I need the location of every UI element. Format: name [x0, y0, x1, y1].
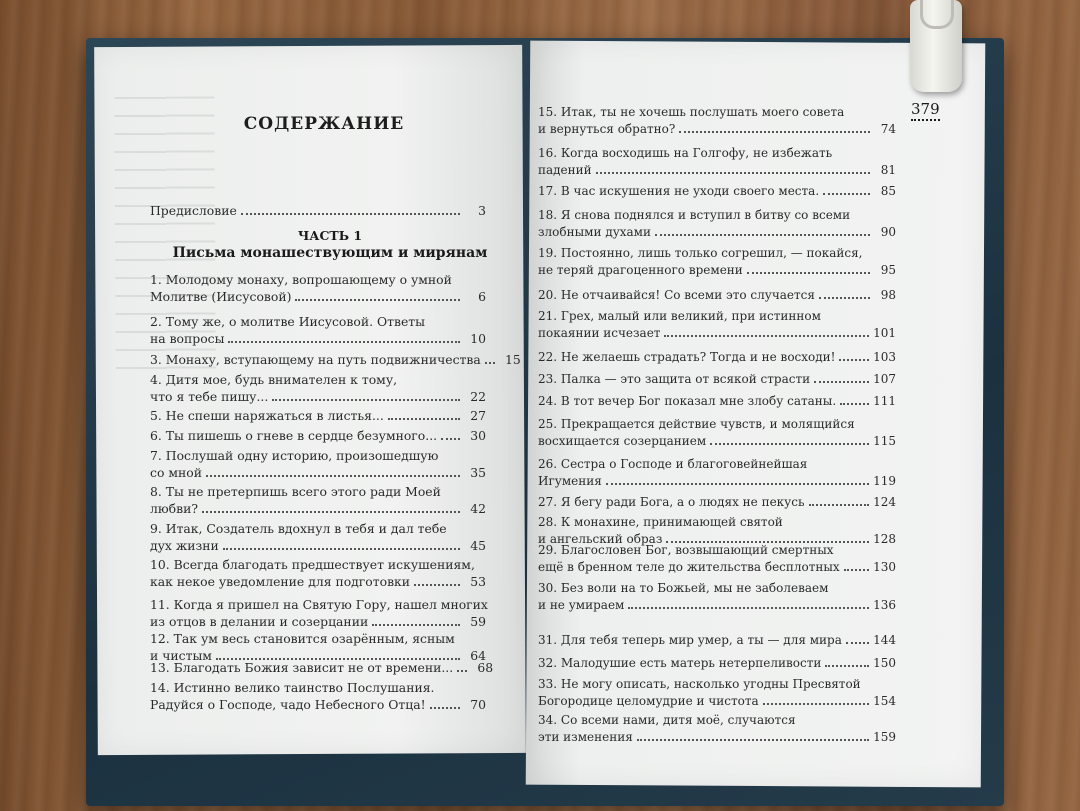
toc-page-number: 42 [470, 500, 486, 516]
toc-entry [538, 416, 896, 449]
toc-entry-line [150, 557, 486, 574]
toc-entry-text: 23. Палка — это защита от всякой страсти [538, 372, 811, 386]
toc-page-number: 95 [880, 262, 896, 277]
leader-dots [241, 213, 460, 215]
toc-entry [538, 287, 896, 304]
toc-page-number: 68 [477, 660, 494, 675]
leader-dots [844, 569, 869, 571]
page-number: 379 [911, 100, 940, 121]
toc-entry-text: 4. Дитя мое, будь внимателен к тому, [150, 372, 398, 387]
toc-page-number: 45 [470, 537, 486, 553]
toc-entry-line [150, 389, 486, 406]
toc-entry-line [150, 660, 494, 677]
leader-dots [206, 475, 460, 477]
leader-dots [414, 584, 460, 586]
toc-entry-text: восхищается созерцанием [538, 433, 707, 448]
part-title: Письма монашествующим и мирянам [172, 245, 488, 261]
leader-dots [457, 670, 467, 672]
toc-entry-text: 33. Не могу описать, насколько угодны Пресвятой [538, 677, 861, 691]
leader-dots [606, 483, 869, 485]
toc-entry-line [538, 121, 896, 138]
toc-entry-text: что я тебе пишу... [150, 388, 269, 404]
toc-entry [538, 676, 896, 709]
toc-entry-line [538, 245, 896, 262]
toc-entry-text: ещё в бренном теле до жительства бесплотных [538, 559, 840, 574]
toc-entry-line [150, 484, 486, 501]
toc-entry-text: 26. Сестра о Господе и благоговейнейшая [538, 457, 808, 471]
toc-entry-text: из отцов в делании и созерцании [150, 613, 369, 629]
toc-entry [538, 371, 896, 388]
toc-entry [150, 314, 486, 347]
toc-entry-line [150, 680, 486, 697]
toc-entry-line [538, 542, 896, 559]
toc-entry-line [538, 632, 896, 649]
leader-dots [814, 381, 869, 383]
toc-entry [150, 557, 486, 590]
toc-entry-text: Игумения [538, 473, 602, 488]
toc-entry-text: 28. К монахине, принимающей святой [538, 515, 783, 529]
toc-entry-text: дух жизни [150, 537, 219, 553]
toc-page-number: 70 [470, 696, 486, 712]
toc-entry-text: падений [538, 162, 592, 177]
toc-entry-text: Богородице целомудрие и чистота [538, 693, 759, 708]
toc-entry-line [150, 272, 486, 289]
toc-entry-line [538, 162, 896, 179]
toc-entry-line [538, 183, 896, 200]
toc-entry-text: 24. В тот вечер Бог показал мне злобу сатаны. [538, 394, 837, 408]
toc-entry [538, 207, 896, 240]
toc-entry-line [538, 416, 896, 433]
toc-entry-text: 27. Я бегу ради Бога, а о людях не пекусь [538, 495, 805, 509]
toc-page-number: 111 [873, 394, 896, 408]
toc-page-number: 150 [873, 656, 896, 670]
toc-entry [150, 203, 486, 220]
leader-dots [819, 297, 870, 299]
toc-entry-line [150, 631, 486, 648]
toc-entry-text: Радуйся о Господе, чадо Небесного Отца! [150, 696, 426, 712]
toc-entry-text: 16. Когда восходишь на Голгофу, не избежать [538, 146, 833, 160]
toc-page-number: 130 [873, 559, 896, 574]
toc-entry-text: 19. Постоянно, лишь только согрешил, — покайся, [538, 246, 863, 260]
toc-entry-text: как некое уведомление для подготовки [150, 573, 411, 589]
toc-entry-text: и ангельский образ [538, 531, 663, 546]
toc-entry-text: и вернуться обратно? [538, 121, 676, 136]
leader-dots [655, 234, 870, 236]
toc-page-number: 159 [873, 729, 896, 744]
toc-page-number: 128 [873, 531, 896, 546]
toc-entry [538, 456, 896, 489]
leader-dots [628, 607, 869, 609]
toc-entry-line [538, 597, 896, 614]
toc-entry-line [538, 207, 896, 224]
toc-entry-line [150, 697, 486, 714]
toc-entry-line [150, 372, 486, 389]
toc-entry-text: покаянии исчезает [538, 325, 661, 340]
leader-dots [710, 443, 869, 445]
toc-entry-line [538, 433, 896, 450]
toc-entry [538, 145, 896, 178]
toc-entry-line [150, 521, 486, 538]
leader-dots [372, 624, 460, 626]
toc-entry-text: 2. Тому же, о молитве Иисусовой. Ответы [150, 314, 425, 329]
leader-dots [441, 438, 460, 440]
toc-entry-text: на вопросы [150, 330, 225, 346]
leader-dots [825, 665, 869, 667]
toc-page-number: 81 [880, 162, 896, 177]
leader-dots [840, 403, 869, 405]
toc-entry-text: 17. В час искушения не уходи своего места. [538, 184, 820, 198]
toc-entry-text: 9. Итак, Создатель вдохнул в тебя и дал тебе [150, 521, 447, 536]
toc-entry-line [538, 655, 896, 672]
contents-title: СОДЕРЖАНИЕ [243, 114, 405, 134]
toc-page-number: 136 [873, 597, 896, 612]
toc-entry-line [538, 693, 896, 710]
toc-entry [538, 632, 896, 649]
toc-entry [150, 428, 486, 445]
leader-dots [846, 642, 869, 644]
toc-entry-text: Предисловие [150, 203, 237, 218]
toc-entry-line [150, 614, 486, 631]
toc-entry-text: 31. Для тебя теперь мир умер, а ты — для мира [538, 633, 842, 647]
toc-entry-text: 20. Не отчаивайся! Со всеми это случается [538, 288, 815, 302]
toc-entry-text: 12. Так ум весь становится озарённым, ясным [150, 631, 455, 646]
toc-entry-line [538, 456, 896, 473]
toc-entry-line [150, 428, 486, 445]
toc-entry-line [538, 308, 896, 325]
toc-entry [538, 580, 896, 613]
toc-entry-line [538, 349, 896, 366]
toc-page-number: 107 [873, 372, 896, 386]
toc-entry [150, 408, 486, 425]
toc-entry-text: 10. Всегда благодать предшествует искушениям, [150, 557, 475, 572]
toc-entry-line [538, 325, 896, 342]
toc-entry-line [538, 262, 896, 279]
toc-entry-line [150, 538, 486, 555]
toc-entry-line [538, 287, 896, 304]
toc-entry-text: 5. Не спеши наряжаться в листья... [150, 408, 384, 423]
toc-entry-text: 22. Не желаешь страдать? Тогда и не восходи! [538, 350, 836, 364]
toc-entry-text: и не умираем [538, 597, 625, 612]
toc-entry-text: 7. Послушай одну историю, произошедшую [150, 448, 439, 463]
toc-entry [538, 393, 896, 410]
toc-entry [538, 494, 896, 511]
toc-entry-text: 29. Благословен Бог, возвышающий смертных [538, 543, 834, 557]
toc-entry-line [538, 473, 896, 490]
toc-entry-text: 3. Монаху, вступающему на путь подвижничества [150, 352, 481, 367]
toc-entry-line [538, 712, 896, 729]
toc-entry-text: 14. Истинно велико таинство Послушания. [150, 680, 435, 695]
toc-page-number: 90 [880, 224, 896, 239]
clip-ring-icon [920, 0, 954, 29]
toc-page-number: 35 [470, 464, 486, 480]
toc-entry-line [538, 580, 896, 597]
toc-entry-line [150, 289, 486, 306]
toc-entry-line [150, 465, 486, 482]
toc-entry-line [150, 314, 486, 331]
toc-entry-line [538, 676, 896, 693]
toc-page-number: 74 [880, 121, 896, 136]
toc-entry [150, 680, 486, 713]
toc-entry-line [150, 352, 521, 369]
toc-entry-line [538, 393, 896, 410]
leader-dots [596, 172, 870, 174]
toc-entry [150, 597, 486, 630]
toc-entry [150, 272, 486, 305]
leader-dots [388, 418, 460, 420]
toc-entry-line [150, 448, 486, 465]
leader-dots [839, 359, 869, 361]
toc-page-number: 103 [873, 350, 896, 364]
toc-entry [150, 372, 486, 405]
leader-dots [272, 399, 460, 401]
toc-page-number: 124 [873, 495, 896, 509]
toc-entry [538, 349, 896, 366]
toc-entry-line [150, 597, 486, 614]
toc-entry [150, 660, 494, 677]
toc-entry-line [150, 408, 486, 425]
toc-page-number: 154 [873, 693, 896, 708]
leader-dots [228, 341, 460, 343]
toc-entry-line [538, 514, 896, 531]
toc-entry [150, 448, 486, 481]
toc-entry [150, 484, 486, 517]
toc-page-number: 30 [470, 428, 486, 443]
toc-entry-text: 34. Со всеми нами, дитя моё, случаются [538, 713, 796, 727]
toc-entry-line [538, 371, 896, 388]
toc-page-number: 64 [470, 647, 486, 663]
leader-dots [664, 335, 869, 337]
toc-page-number: 98 [880, 288, 896, 302]
toc-entry [538, 183, 896, 200]
toc-page-number: 59 [470, 613, 486, 629]
toc-entry [150, 521, 486, 554]
toc-entry-line [150, 501, 486, 518]
toc-entry-text: 32. Малодушие есть матерь нетерпеливости [538, 656, 822, 670]
toc-page-number: 22 [470, 388, 486, 404]
toc-entry-line [538, 559, 896, 576]
toc-entry-line [538, 494, 896, 511]
toc-entry [538, 245, 896, 278]
toc-entry-text: 11. Когда я пришел на Святую Гору, нашел многих [150, 597, 488, 612]
toc-entry [538, 104, 896, 137]
toc-entry-text: 6. Ты пишешь о гневе в сердце безумного... [150, 428, 438, 443]
toc-entry-line [150, 574, 486, 591]
leader-dots [763, 703, 869, 705]
toc-page-number: 115 [873, 433, 896, 448]
toc-page-number: 6 [478, 288, 486, 304]
toc-entry-line [538, 104, 896, 121]
toc-page-number: 3 [478, 203, 486, 218]
toc-entry [538, 655, 896, 672]
toc-entry [538, 542, 896, 575]
toc-page-number: 53 [470, 573, 486, 589]
toc-entry-text: 15. Итак, ты не хочешь послушать моего совета [538, 105, 845, 119]
toc-entry [150, 352, 521, 369]
leader-dots [430, 707, 460, 709]
leader-dots [223, 548, 460, 550]
toc-entry-text: и чистым [150, 647, 212, 663]
toc-entry-text: 30. Без воли на то Божьей, мы не заболеваем [538, 581, 829, 595]
toc-entry-text: со мной [150, 464, 202, 480]
toc-entry-text: эти изменения [538, 729, 633, 744]
toc-entry-text: 25. Прекращается действие чувств, и молящийся [538, 417, 855, 431]
leader-dots [747, 272, 870, 274]
toc-entry-text: 13. Благодать Божия зависит не от времени... [150, 660, 454, 675]
toc-entry-line [538, 145, 896, 162]
toc-entry-text: 21. Грех, малый или великий, при истинном [538, 309, 821, 323]
toc-entry-text: злобными духами [538, 224, 652, 239]
leader-dots [485, 362, 495, 364]
leader-dots [637, 739, 869, 741]
toc-page-number: 27 [470, 408, 486, 423]
toc-entry-text: 1. Молодому монаху, вопрошающему о умной [150, 272, 452, 287]
toc-entry-line [150, 331, 486, 348]
toc-entry-text: Молитве (Иисусовой) [150, 288, 292, 304]
toc-entry-text: 18. Я снова поднялся и вступил в битву со всеми [538, 208, 851, 222]
toc-entry-line [538, 224, 896, 241]
toc-page-number: 144 [873, 633, 896, 647]
part-label: ЧАСТЬ 1 [297, 228, 363, 243]
toc-entry-line [150, 203, 486, 220]
leader-dots [823, 193, 870, 195]
toc-entry [538, 712, 896, 745]
toc-page-number: 10 [470, 330, 486, 346]
toc-entry-text: 8. Ты не претерпишь всего этого ради Моей [150, 484, 441, 499]
toc-page-number: 119 [873, 473, 896, 488]
toc-entry-text: любви? [150, 500, 198, 516]
leader-dots [295, 299, 460, 301]
toc-page-number: 101 [873, 325, 896, 340]
toc-entry [538, 308, 896, 341]
toc-entry-line [538, 729, 896, 746]
leader-dots [202, 511, 460, 513]
leader-dots [679, 131, 870, 133]
toc-entry-text: не теряй драгоценного времени [538, 262, 743, 277]
toc-page-number: 15 [505, 352, 521, 367]
leader-dots [809, 504, 870, 506]
toc-page-number: 85 [880, 184, 896, 198]
